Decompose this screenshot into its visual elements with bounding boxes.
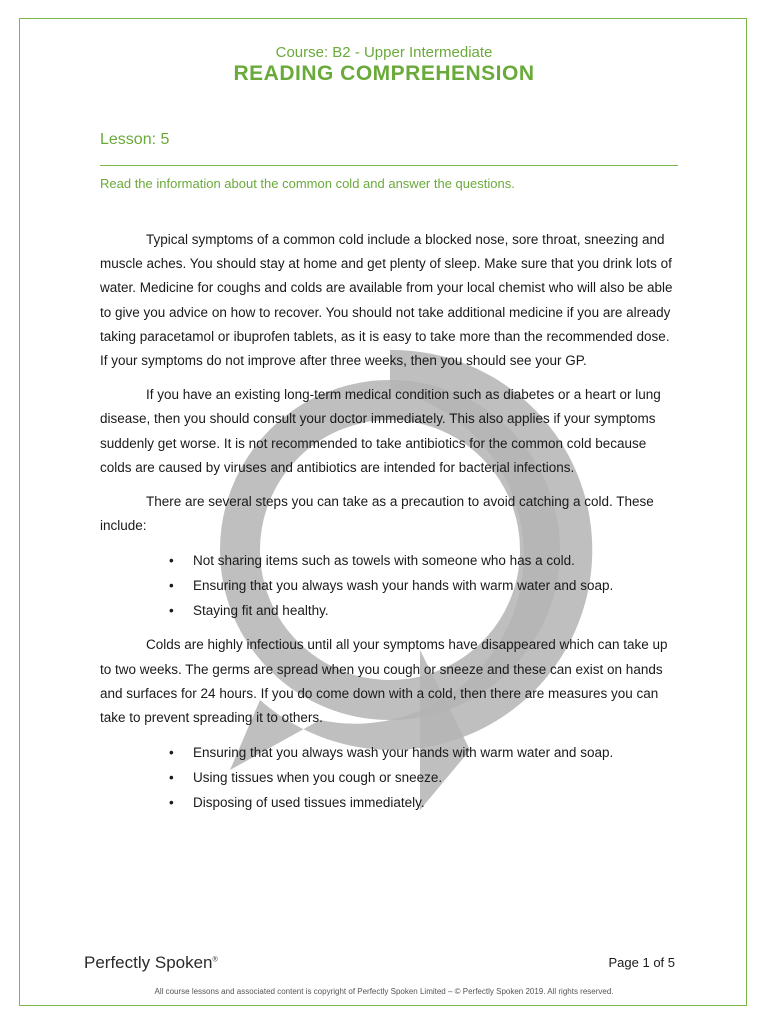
list-item: • Disposing of used tissues immediately. xyxy=(193,790,680,815)
list-item: • Staying fit and healthy. xyxy=(193,598,680,623)
page-number: Page 1 of 5 xyxy=(608,955,675,970)
paragraph: Colds are highly infectious until all your symptoms have disappeared which can take up to two weeks. The germs are spread when you cough or sneeze and these can exist on hands and surfaces for 24 hours. If you do come down with a cold, then there are measures you can take to prevent spreading it to others. xyxy=(100,637,668,726)
list-item: • Ensuring that you always wash your hands with warm water and soap. xyxy=(193,573,680,598)
bullet-icon: • xyxy=(169,795,174,811)
bullet-icon: • xyxy=(169,553,174,569)
paragraph: There are several steps you can take as a precaution to avoid catching a cold. These include: xyxy=(100,494,654,534)
bullet-icon: • xyxy=(169,770,174,786)
brand-logo: Perfectly Spoken® xyxy=(84,953,218,972)
instruction-text: Read the information about the common cold and answer the questions. xyxy=(100,176,515,191)
course-label: Course: B2 - Upper Intermediate xyxy=(275,44,493,61)
bullet-icon: • xyxy=(169,745,174,761)
paragraph: If you have an existing long-term medical condition such as diabetes or a heart or lung disease, then you should consult your doctor immediately. This also applies if your symptoms suddenly get worse. It is not recommended to take antibiotics for the common cold because colds are caused by viruses and antibiotics are intended for bacterial infections. xyxy=(100,387,661,475)
list-item: • Using tissues when you cough or sneeze. xyxy=(193,765,680,790)
reading-body xyxy=(100,228,680,825)
divider xyxy=(100,165,678,166)
prevention-list xyxy=(100,740,680,815)
paragraph: Typical symptoms of a common cold include a blocked nose, sore throat, sneezing and muscle aches. You should stay at home and get plenty of sleep. Make sure that you drink lots of water. Medicine for coughs and colds are available from your local chemist who will also be able to give you advice on how to recover. You should not take additional medicine if you are already taking paracetamol or ibuprofen tablets, as it is easy to take more than the recommended dose. If your symptoms do not improve after three weeks, then you should see your GP. xyxy=(100,232,673,369)
lesson-label: Lesson: 5 xyxy=(100,131,170,148)
list-item: • Ensuring that you always wash your hands with warm water and soap. xyxy=(193,740,680,765)
copyright-notice: All course lessons and associated content is copyright of Perfectly Spoken Limited – © Perfectly Spoken 2019. All rights reserved. xyxy=(154,987,614,996)
bullet-icon: • xyxy=(169,578,174,594)
page-title: READING COMPREHENSION xyxy=(233,62,535,85)
precaution-list xyxy=(100,548,680,623)
bullet-icon: • xyxy=(169,603,174,619)
list-item: • Not sharing items such as towels with someone who has a cold. xyxy=(193,548,680,573)
